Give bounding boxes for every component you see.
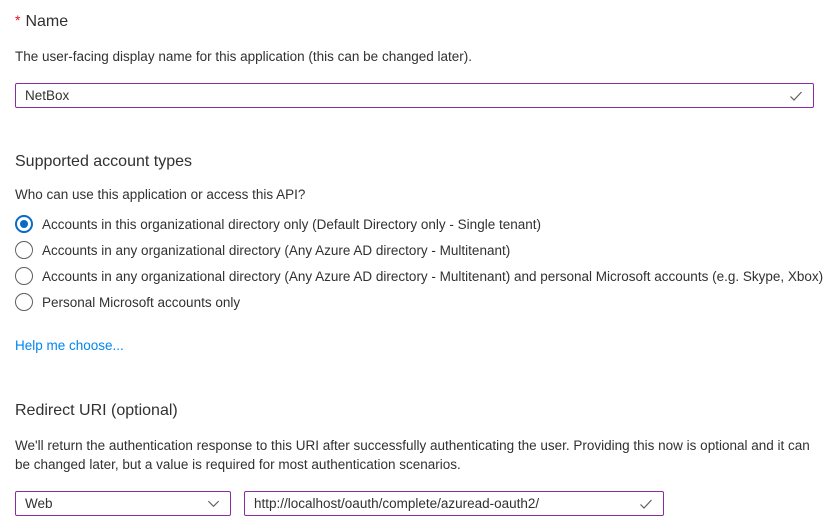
required-asterisk: * [15, 12, 21, 28]
name-description: The user-facing display name for this application (this can be changed later). [15, 49, 472, 64]
radio-label: Accounts in this organizational directory only (Default Directory only - Single tenant) [42, 216, 541, 232]
name-section-title [15, 10, 814, 32]
radio-button[interactable] [15, 241, 33, 259]
radio-option-personal-only[interactable] [15, 293, 814, 311]
radio-option-multitenant-personal[interactable] [15, 267, 824, 285]
radio-label: Personal Microsoft accounts only [42, 294, 241, 310]
radio-button[interactable] [15, 293, 33, 311]
redirect-uri-section [15, 401, 814, 516]
redirect-uri-input[interactable] [244, 491, 664, 516]
name-input[interactable] [15, 83, 814, 108]
redirect-uri-description: We'll return the authentication response to this URI after successfully authenticating the user. Providing this now is optional and it can be changed later, but a value is required for most authentication scenarios. [15, 438, 810, 472]
radio-label: Accounts in any organizational directory (Any Azure AD directory - Multitenant) [42, 242, 511, 258]
radio-label: Accounts in any organizational directory (Any Azure AD directory - Multitenant) and personal Microsoft accounts (e.g. Skype, Xbox) [42, 268, 824, 284]
redirect-uri-controls [15, 491, 814, 516]
help-me-choose-link[interactable]: Help me choose... [15, 338, 124, 353]
radio-option-multitenant[interactable] [15, 241, 814, 259]
name-section-title-text: Name [25, 13, 69, 30]
checkmark-icon [638, 496, 654, 512]
radio-button[interactable] [15, 215, 33, 233]
chevron-down-icon [206, 496, 221, 511]
radio-button[interactable] [15, 267, 33, 285]
redirect-uri-title: Redirect URI (optional) [15, 402, 178, 419]
account-types-question: Who can use this application or access this API? [15, 187, 306, 202]
account-types-title: Supported account types [15, 153, 193, 170]
redirect-uri-value: http://localhost/oauth/complete/azuread-oauth2/ [254, 496, 540, 511]
radio-option-single-tenant[interactable] [15, 215, 814, 233]
checkmark-icon [788, 88, 804, 104]
platform-select-value: Web [25, 496, 53, 511]
platform-select[interactable] [15, 491, 231, 516]
name-input-value: NetBox [25, 88, 70, 103]
